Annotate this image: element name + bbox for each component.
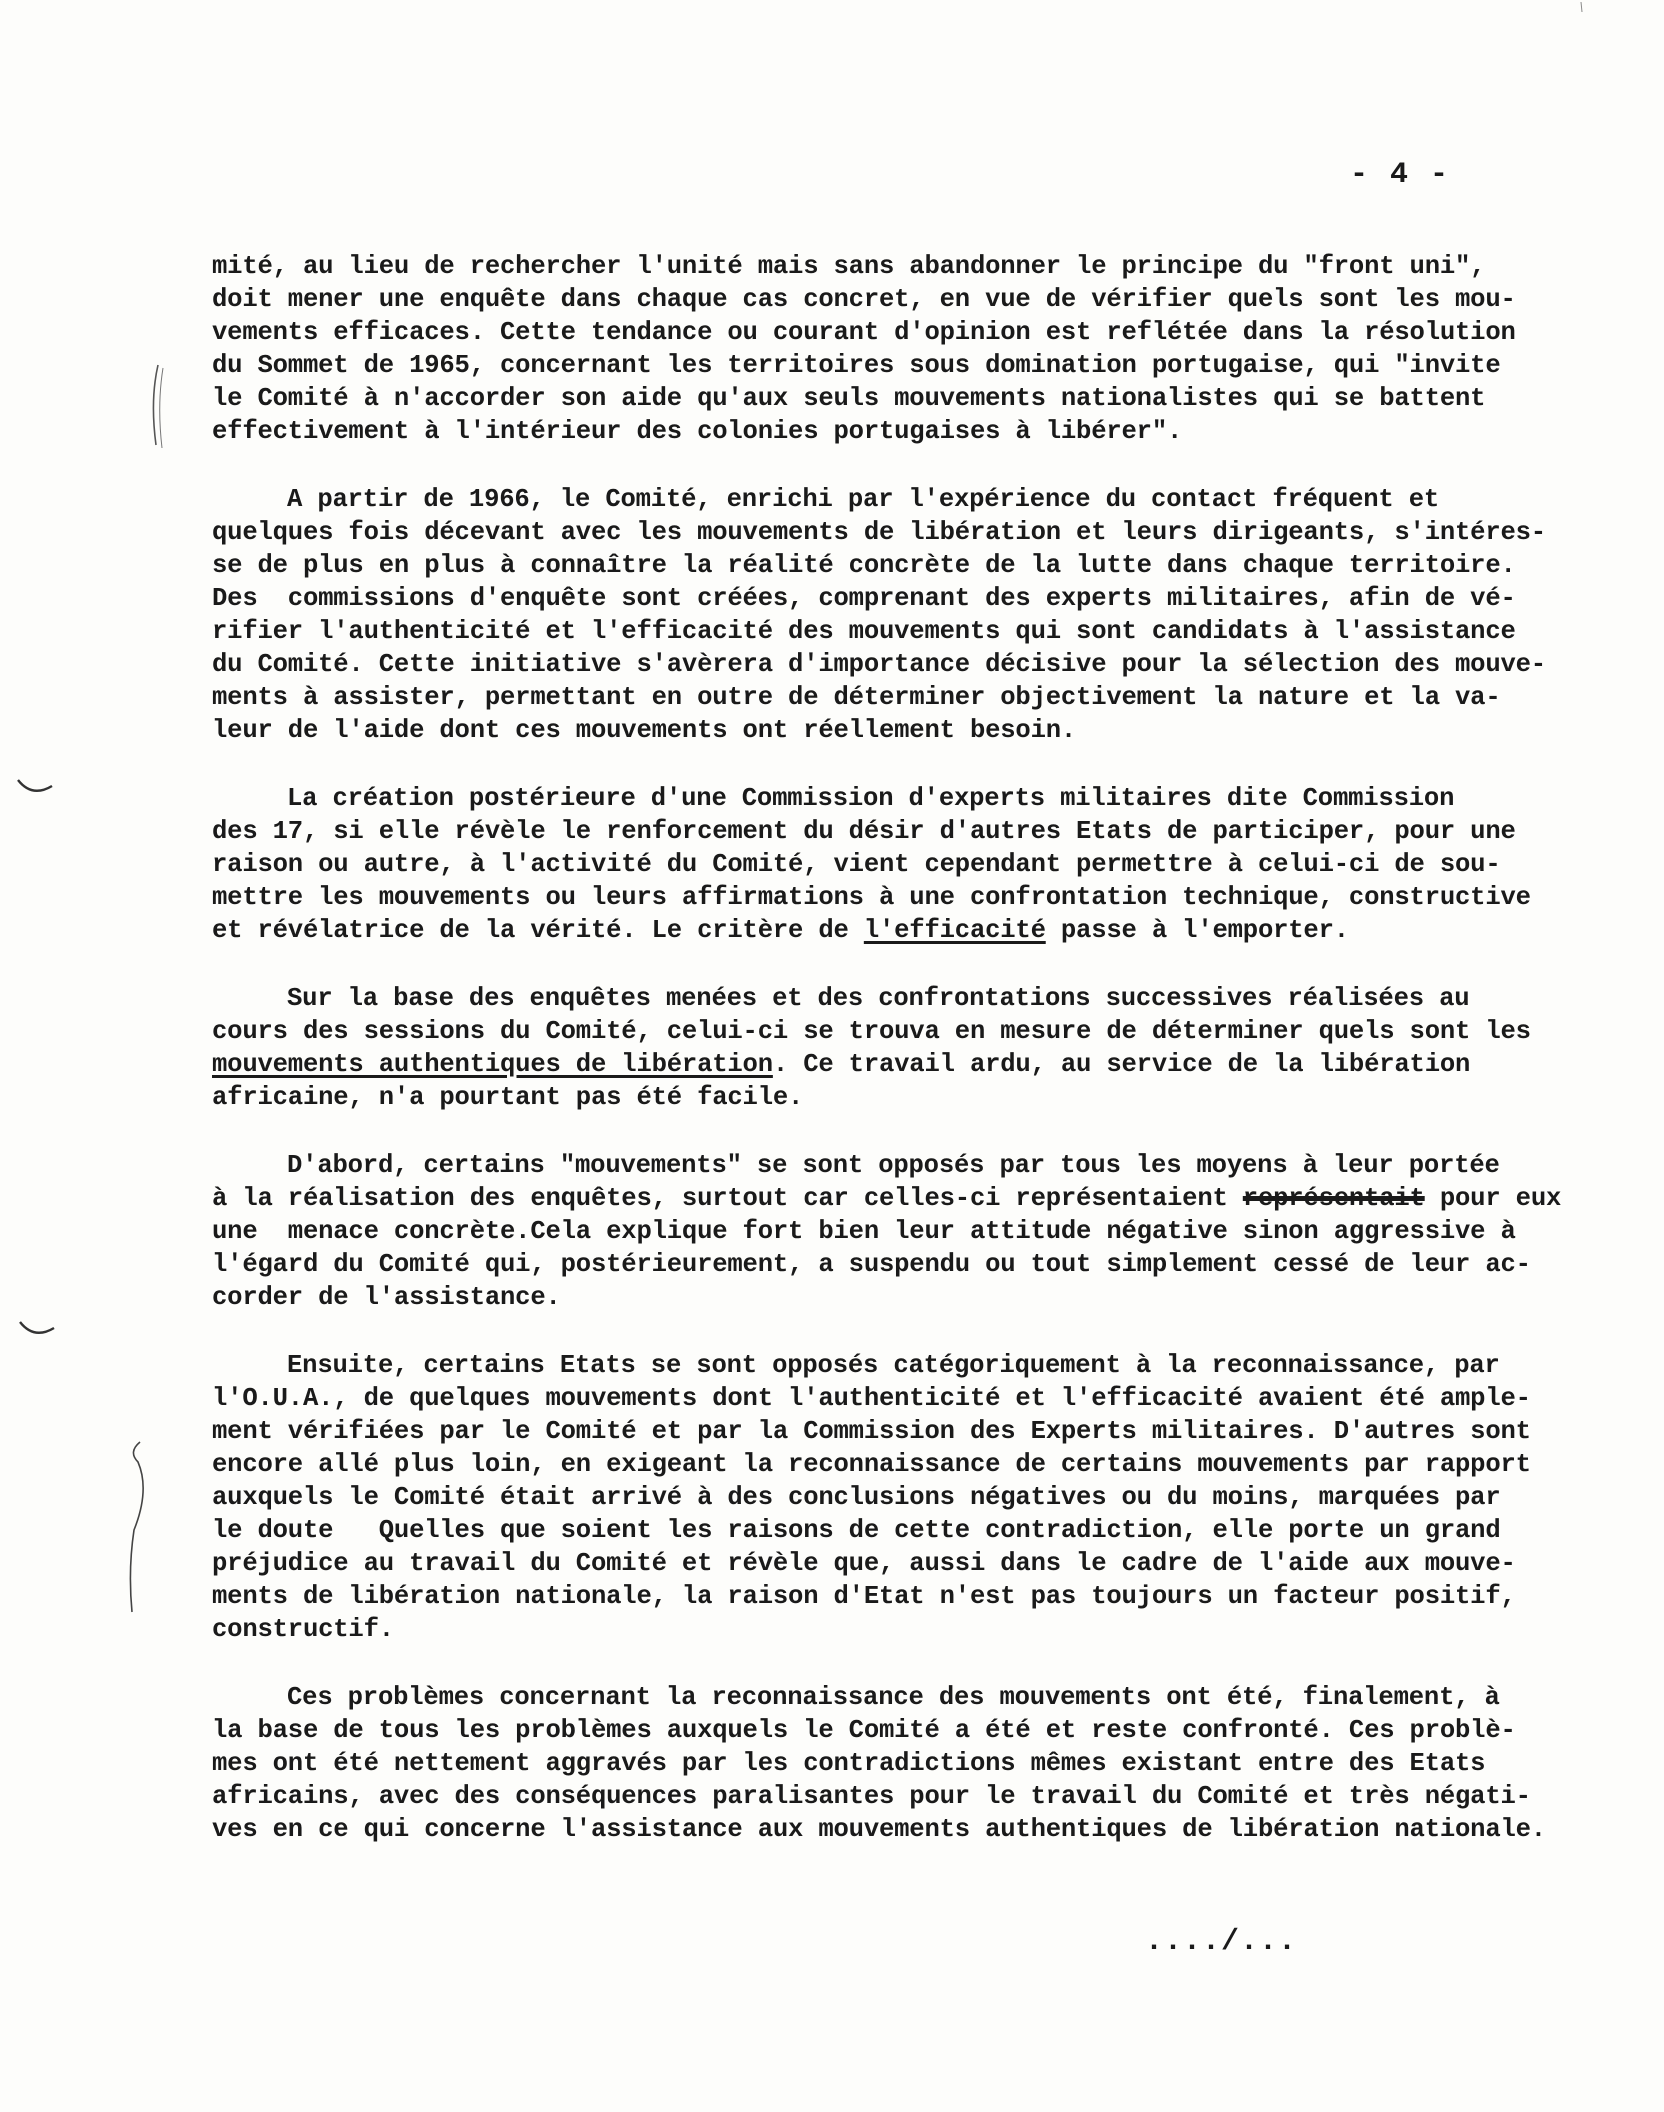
text-line xyxy=(212,1182,1562,1215)
text-run: . Ce travail ardu, au service de la libération xyxy=(772,1050,1471,1079)
text-line: ments à assister, permettant en outre de déterminer objectivement la nature et la va- xyxy=(212,683,1501,712)
margin-bracket-mark xyxy=(153,365,158,445)
text-line: mité, au lieu de rechercher l'unité mais sans abandonner le principe du "front uni", xyxy=(212,252,1486,281)
text-line: du Comité. Cette initiative s'avèrera d'importance décisive pour la sélection des mouve- xyxy=(212,650,1546,679)
text-line: le Comité à n'accorder son aide qu'aux seuls mouvements nationalistes qui se battent xyxy=(212,384,1486,413)
text-line: auxquels le Comité était arrivé à des conclusions négatives ou du moins, marquées par xyxy=(212,1483,1501,1512)
text-line: l'égard du Comité qui, postérieurement, a suspendu ou tout simplement cessé de leur ac- xyxy=(212,1250,1531,1279)
paragraph-6 xyxy=(212,1349,1552,1646)
text-line: mettre les mouvements ou leurs affirmations à une confrontation technique, constructive xyxy=(212,883,1531,912)
text-line: le doute Quelles que soient les raisons de cette contradiction, elle porte un grand xyxy=(212,1516,1501,1545)
text-line: Des commissions d'enquête sont créées, comprenant des experts militaires, afin de vé- xyxy=(212,584,1516,613)
margin-curve-mark xyxy=(20,1322,54,1333)
text-line: quelques fois décevant avec les mouvements de libération et leurs dirigeants, s'intéres- xyxy=(212,518,1546,547)
paragraph-1 xyxy=(212,250,1552,448)
text-line: des 17, si elle révèle le renforcement du désir d'autres Etats de participer, pour une xyxy=(212,817,1516,846)
text-line: ves en ce qui concerne l'assistance aux mouvements authentiques de libération nationale. xyxy=(212,1815,1546,1844)
text-line: préjudice au travail du Comité et révèle que, aussi dans le cadre de l'aide aux mouve- xyxy=(212,1549,1516,1578)
margin-curve-mark xyxy=(18,780,52,791)
text-line: ment vérifiées par le Comité et par la Commission des Experts militaires. D'autres sont xyxy=(212,1417,1531,1446)
underlined-phrase: l'efficacité xyxy=(863,916,1046,945)
text-line: cours des sessions du Comité, celui-ci se trouva en mesure de déterminer quels sont les xyxy=(212,1017,1531,1046)
text-line xyxy=(212,914,1552,947)
text-line: La création postérieure d'une Commission d'experts militaires dite Commission xyxy=(287,784,1455,813)
paragraph-4 xyxy=(212,982,1552,1114)
text-line: africains, avec des conséquences paralisantes pour le travail du Comité et très négati- xyxy=(212,1782,1531,1811)
text-line: encore allé plus loin, en exigeant la reconnaissance de certains mouvements par rapport xyxy=(212,1450,1531,1479)
text-line: mes ont été nettement aggravés par les contradictions mêmes existant entre des Etats xyxy=(212,1749,1486,1778)
text-run: et révélatrice de la vérité. Le critère de xyxy=(212,916,864,945)
page-number: - 4 - xyxy=(1350,158,1451,192)
text-line xyxy=(212,1048,1552,1081)
text-line: rifier l'authenticité et l'efficacité des mouvements qui sont candidats à l'assistance xyxy=(212,617,1516,646)
paragraph-2 xyxy=(212,483,1552,747)
paragraph-7 xyxy=(212,1681,1552,1846)
margin-tick-mark xyxy=(1581,2,1582,12)
text-line: leur de l'aide dont ces mouvements ont réellement besoin. xyxy=(212,716,1077,745)
text-line: D'abord, certains "mouvements" se sont opposés par tous les moyens à leur portée xyxy=(287,1151,1500,1180)
text-line: ments de libération nationale, la raison d'Etat n'est pas toujours un facteur positif, xyxy=(212,1582,1516,1611)
text-run: pour eux xyxy=(1424,1184,1562,1213)
text-line: une menace concrète.Cela explique fort bien leur attitude négative sinon aggressive à xyxy=(212,1217,1516,1246)
text-line: l'O.U.A., de quelques mouvements dont l'authenticité et l'efficacité avaient été ample- xyxy=(212,1384,1531,1413)
text-line: A partir de 1966, le Comité, enrichi par l'expérience du contact fréquent et xyxy=(287,485,1440,514)
text-line: du Sommet de 1965, concernant les territoires sous domination portugaise, qui "invite xyxy=(212,351,1501,380)
margin-bracket-mark xyxy=(130,1442,143,1612)
underlined-phrase: mouvements authentiques de libération xyxy=(212,1050,773,1079)
text-run: à la réalisation des enquêtes, surtout car celles-ci représentaient xyxy=(212,1184,1243,1213)
text-line: doit mener une enquête dans chaque cas concret, en vue de vérifier quels sont les mou- xyxy=(212,285,1516,314)
text-line: africaine, n'a pourtant pas été facile. xyxy=(212,1083,804,1112)
text-line: corder de l'assistance. xyxy=(212,1283,561,1312)
text-line: effectivement à l'intérieur des colonies portugaises à libérer". xyxy=(212,417,1183,446)
margin-bracket-mark xyxy=(160,368,163,448)
text-line: constructif. xyxy=(212,1615,394,1644)
paragraph-3 xyxy=(212,782,1552,947)
text-line: Ensuite, certains Etats se sont opposés catégoriquement à la reconnaissance, par xyxy=(287,1351,1500,1380)
text-line: raison ou autre, à l'activité du Comité, vient cependant permettre à celui-ci de sou- xyxy=(212,850,1501,879)
text-line: la base de tous les problèmes auxquels le Comité a été et reste confronté. Ces problè- xyxy=(212,1716,1516,1745)
paragraph-5 xyxy=(212,1149,1562,1314)
document-body xyxy=(212,250,1562,1846)
text-line: Ces problèmes concernant la reconnaissance des mouvements ont été, finalement, à xyxy=(287,1683,1500,1712)
text-line: se de plus en plus à connaître la réalité concrète de la lutte dans chaque territoire. xyxy=(212,551,1516,580)
text-line: Sur la base des enquêtes menées et des confrontations successives réalisées au xyxy=(287,984,1470,1013)
continuation-mark: ..../... xyxy=(1145,1925,1298,1959)
struck-out-word: représentait xyxy=(1242,1184,1425,1213)
text-run: passe à l'emporter. xyxy=(1045,916,1349,945)
text-line: vements efficaces. Cette tendance ou courant d'opinion est reflétée dans la résolution xyxy=(212,318,1516,347)
